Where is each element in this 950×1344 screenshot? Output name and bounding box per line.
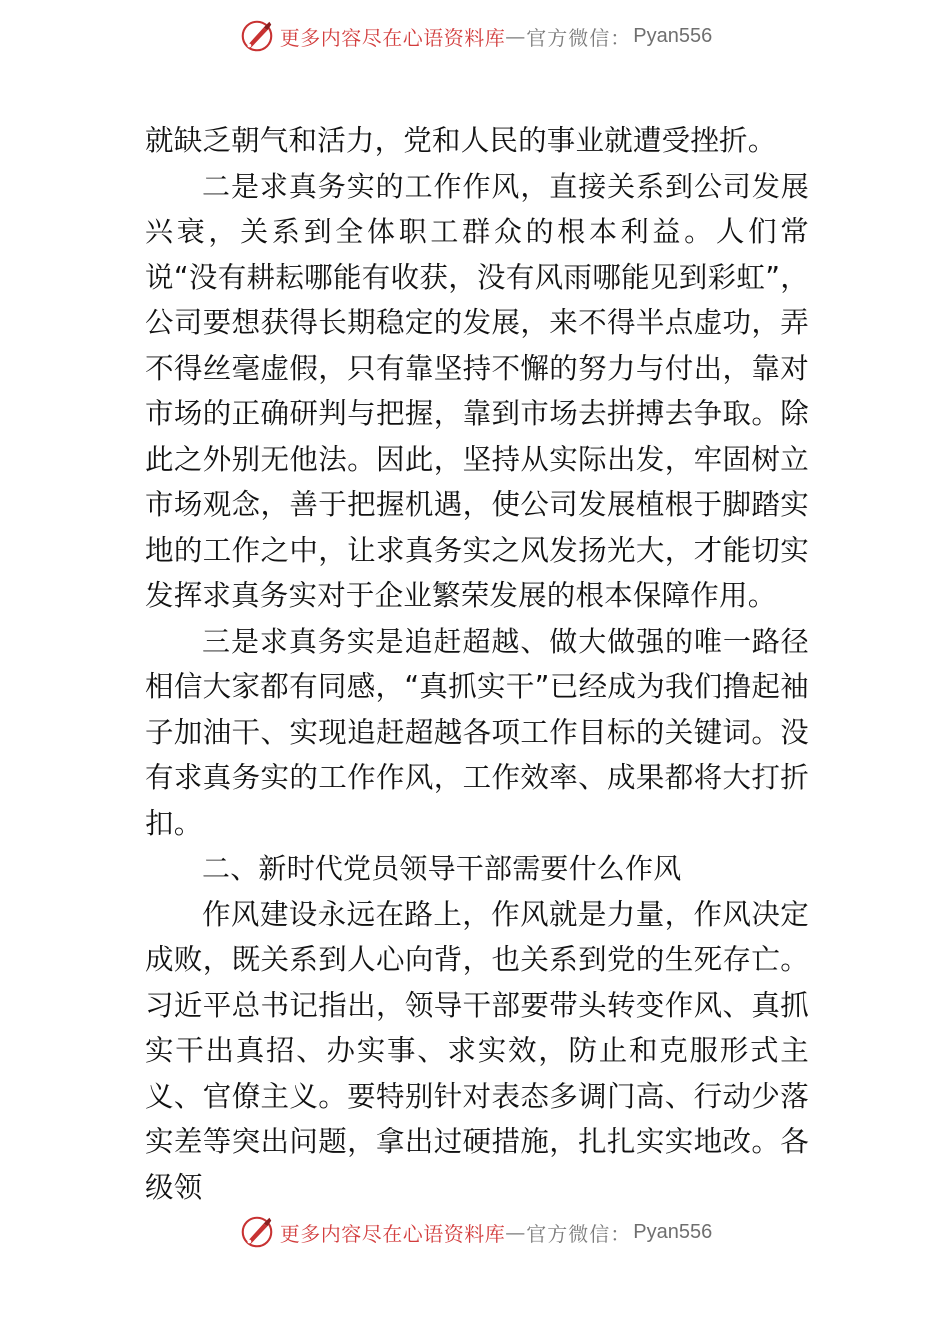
footer-wechat-label: 官方微信： [526, 1221, 632, 1246]
header-banner-text: 更多内容尽在心语资料库 [279, 25, 506, 50]
footer-banner [0, 1210, 950, 1254]
paragraph-2 [145, 164, 809, 619]
header-wechat-id: Pyan556 [633, 24, 713, 47]
header-separator: — [505, 24, 527, 48]
footer-banner-text: 更多内容尽在心语资料库 [279, 1221, 506, 1246]
header-wechat-label: 官方微信： [526, 25, 632, 50]
section-heading: 二、新时代党员领导干部需要什么作风 [202, 852, 682, 885]
paragraph-3-lead: 三是求真务实是追赶超越、做大做强的唯一路径 [202, 624, 809, 658]
paragraph-3 [145, 619, 809, 847]
paragraph-3-body: 相信大家都有同感，“真抓实干”已经成为我们撸起袖子加油干、实现追赶超越各项工作目标的关键词。没有求真务实的工作作风，工作效率、成果都将大打折扣。 [145, 670, 809, 840]
paragraph-2-lead: 二是求真务实的工作作风，直接关系到公司发展兴衰，关系到全体职工群众的根本利益。 [145, 169, 809, 248]
paragraph-1: 就缺乏朝气和活力，党和人民的事业就遭受挫折。 [145, 124, 777, 157]
document-body [145, 118, 809, 1210]
paragraph-4: 作风建设永远在路上，作风就是力量，作风决定成败，既关系到人心向背，也关系到党的生死存亡。习近平总书记指出，领导干部要带头转变作风、真抓实干出真招、办实事、求实效，防止和克服形式主义、官僚主义。要特别针对表态多调门高、行动少落实差等突出问题，拿出过硬措施，扎扎实实地改。各级领 [145, 897, 809, 1204]
pen-logo-icon [238, 17, 276, 55]
header-banner [0, 14, 950, 58]
paragraph-2-body: 人们常说“没有耕耘哪能有收获，没有风雨哪能见到彩虹”，公司要想获得长期稳定的发展，来不得半点虚功，弄不得丝毫虚假，只有靠坚持不懈的努力与付出，靠对市场的正确研判与把握，靠到市场去拼搏去争取。除此之外别无他法。因此，坚持从实际出发，牢固树立市场观念，善于把握机遇，使公司发展植根于脚踏实地的工作之中，让求真务实之风发扬光大，才能切实发挥求真务实对于企业繁荣发展的根本保障作用。 [145, 215, 809, 612]
footer-separator: — [505, 1220, 527, 1244]
footer-wechat-id: Pyan556 [633, 1220, 713, 1243]
pen-logo-icon [238, 1213, 276, 1251]
